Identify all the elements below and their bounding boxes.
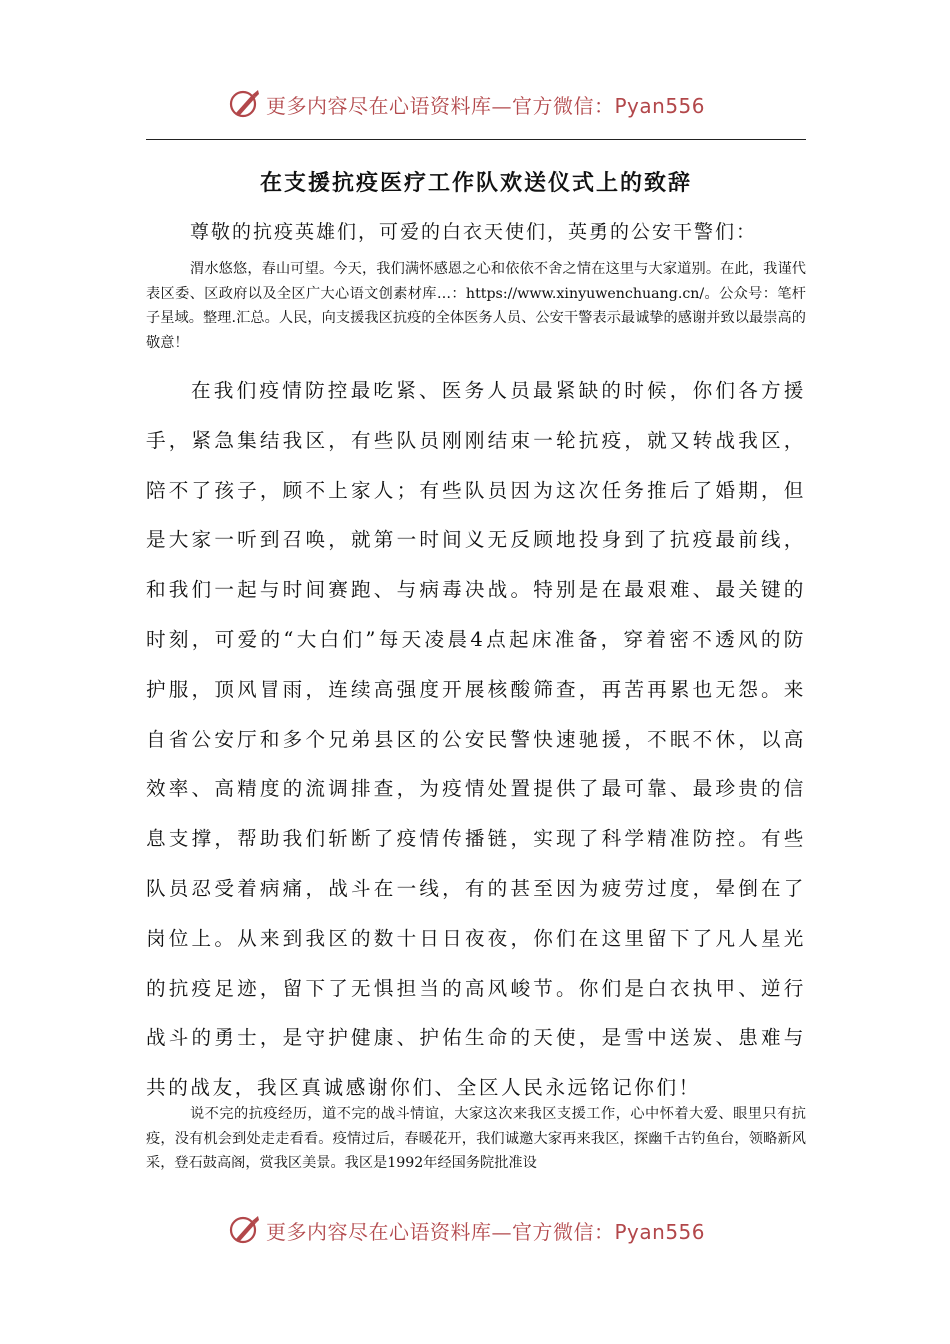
paragraph-3: 说不完的抗疫经历，道不完的战斗情谊，大家这次来我区支援工作，心中怀着大爱、眼里只有抗疫，没有机会到处走走看看。疫情过后，春暖花开，我们诚邀大家再来我区，探幽千古钓鱼台，领略新风采，登石鼓高阁，赏我区美景。我区是1992年经国务院批准设 xyxy=(146,1106,806,1171)
header-banner-content xyxy=(228,84,705,124)
paragraph-2: 在我们疫情防控最吃紧、医务人员最紧缺的时候，你们各方援手，紧急集结我区，有些队员刚刚结束一轮抗疫，就又转战我区，陪不了孩子，顾不上家人；有些队员因为这次任务推后了婚期，但是大家一听到召唤，就第一时间义无反顾地投身到了抗疫最前线，和我们一起与时间赛跑、与病毒决战。特别是在最艰难、最关键的时刻，可爱的“大白们”每天凌晨4点起床准备，穿着密不透风的防护服，顶风冒雨，连续高强度开展核酸筛查，再苦再累也无怨。来自省公安厅和多个兄弟县区的公安民警快速驰援，不眠不休，以高效率、高精度的流调排查，为疫情处置提供了最可靠、最珍贵的信息支撑，帮助我们斩断了疫情传播链，实现了科学精准防控。有些队员忍受着病痛，战斗在一线，有的甚至因为疲劳过度，晕倒在了岗位上。从来到我区的数十日日夜夜，你们在这里留下了凡人星光的抗疫足迹，留下了无惧担当的高风峻节。你们是白衣执甲、逆行战斗的勇士，是守护健康、护佑生命的天使，是雪中送炭、患难与共的战友，我区真诚感谢你们、全区人民永远铭记你们！ xyxy=(146,379,806,1100)
salutation: 尊敬的抗疫英雄们，可爱的白衣天使们，英勇的公安干警们： xyxy=(190,221,758,243)
document-title: 在支援抗疫医疗工作队欢送仪式上的致辞 xyxy=(259,170,692,196)
header-banner xyxy=(0,84,950,124)
pen-logo-icon xyxy=(228,87,262,121)
footer-wechat-id: Pyan556 xyxy=(614,1219,706,1244)
header-divider xyxy=(146,139,806,140)
footer-banner-text: 更多内容尽在心语资料库—官方微信：Pyan556 xyxy=(266,1219,706,1244)
header-banner-text: 更多内容尽在心语资料库—官方微信：Pyan556 xyxy=(266,93,706,118)
header-wechat-id: Pyan556 xyxy=(614,93,706,118)
paragraph-1: 渭水悠悠，春山可望。今天，我们满怀感恩之心和依依不舍之情在这里与大家道别。在此，我谨代表区委、区政府以及全区广大心语文创素材库…：https://www.xinyuwenchuang.cn/。公众号：笔杆子星域。整理.汇总。人民，向支援我区抗疫的全体医务人员、公安干警表示最诚挚的感谢并致以最崇高的敬意！ xyxy=(146,261,806,351)
footer-banner xyxy=(0,1210,950,1250)
pen-logo-icon xyxy=(228,1213,262,1247)
footer-banner-content xyxy=(228,1210,705,1250)
